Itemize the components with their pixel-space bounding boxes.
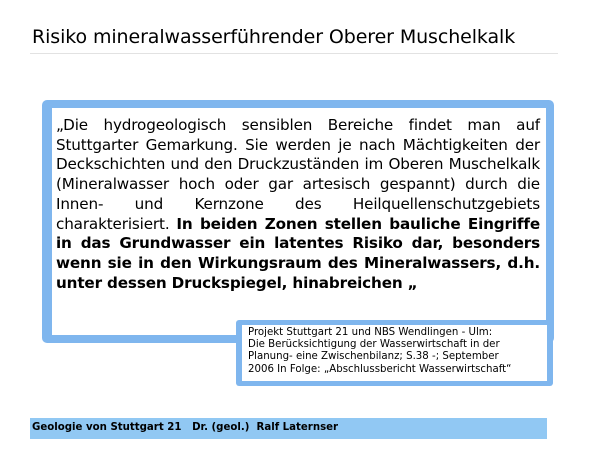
- reference-citation: [248, 327, 548, 376]
- footer-text: Geologie von Stuttgart 21 Dr. (geol.) Ralf Laternser: [32, 422, 339, 433]
- quote-text: [56, 116, 540, 293]
- reference-line: Projekt Stuttgart 21 und NBS Wendlingen - Ulm:: [248, 327, 493, 338]
- slide-title: Risiko mineralwasserführender Oberer Muschelkalk: [32, 26, 516, 48]
- reference-line: Die Berücksichtigung der Wasserwirtschaft in der: [248, 339, 500, 351]
- title-divider: [30, 53, 558, 54]
- reference-line: 2006 In Folge: „Abschlussbericht Wasserwirtschaft“: [248, 363, 512, 375]
- quote-normal-text: „Die hydrogeologisch sensiblen Bereiche findet man auf Stuttgarter Gemarkung. Sie werden je nach Mächtigkeiten der Deckschichten und den Druckzuständen im Oberen Muschelkalk (Mineralwasser hoch oder gar artesisch gespannt) durch die Innen- und Kernzone des Heilquellenschutzgebiets charakterisiert.: [56, 116, 540, 233]
- reference-line: Planung- eine Zwischenbilanz; S.38 -; September: [248, 351, 499, 363]
- quote-bold-text: In beiden Zonen stellen bauliche Eingriffe in das Grundwasser ein latentes Risiko dar, besonders wenn sie in den Wirkungsraum des Mineralwassers, d.h. unter dessen Druckspiegel, hinabreichen „: [56, 214, 540, 292]
